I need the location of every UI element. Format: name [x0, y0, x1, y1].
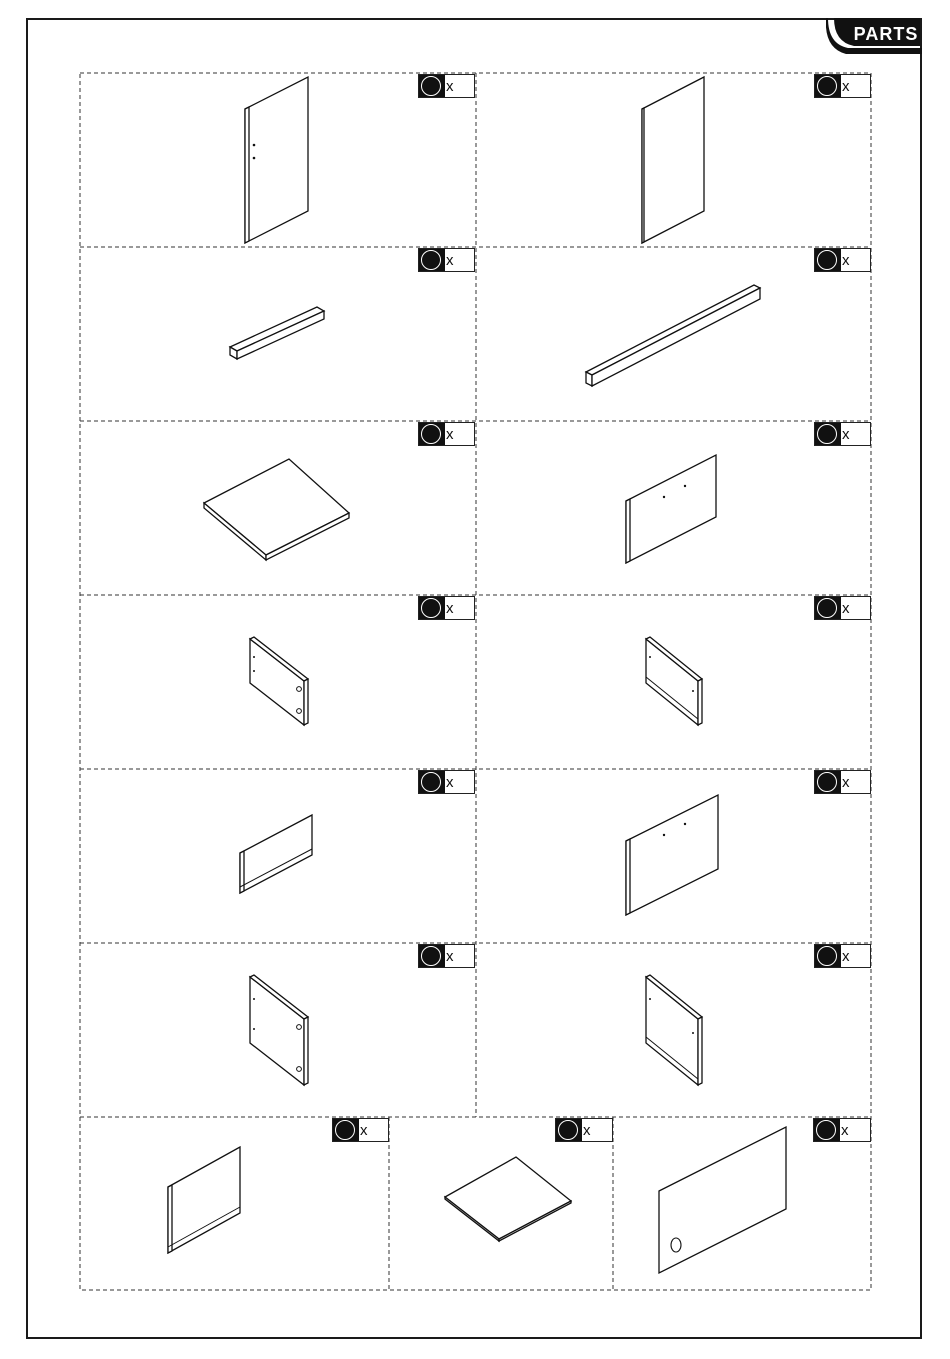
qty-badge	[814, 74, 871, 98]
drawer-side-holes-icon	[80, 943, 476, 1117]
part-number-marker	[556, 1119, 582, 1141]
part-cell-drawer-side-2	[476, 595, 871, 769]
qty-label: x	[446, 78, 454, 95]
part-cell-top-board	[80, 421, 476, 595]
part-cell-side-panel-2	[476, 73, 871, 247]
qty-badge	[813, 1118, 871, 1142]
qty-label: x	[446, 252, 454, 269]
part-cell-drawer-front-1	[476, 421, 871, 595]
part-number-marker	[419, 597, 445, 619]
part-cell-back-panel	[613, 1117, 871, 1290]
part-cell-drawer-bottom	[389, 1117, 613, 1290]
tall-panel-with-holes-icon	[80, 73, 476, 247]
part-cell-drawer-back-1	[80, 769, 476, 943]
part-cell-drawer-front-2	[476, 769, 871, 943]
part-number-marker	[419, 945, 445, 967]
qty-badge	[418, 74, 475, 98]
part-cell-drawer-side-4	[476, 943, 871, 1117]
qty-label: x	[446, 774, 454, 791]
part-number-marker	[815, 945, 841, 967]
flat-board-icon	[80, 421, 476, 595]
qty-badge	[418, 770, 475, 794]
short-rail-icon	[80, 247, 476, 421]
qty-badge	[814, 248, 871, 272]
qty-badge	[418, 596, 475, 620]
parts-title: PARTS	[853, 24, 919, 44]
long-rail-icon	[476, 247, 871, 421]
qty-label: x	[360, 1122, 368, 1139]
qty-badge	[555, 1118, 613, 1142]
part-number-marker	[815, 423, 841, 445]
drawer-side-grooved-icon	[476, 943, 871, 1117]
part-cell-short-rail	[80, 247, 476, 421]
part-number-marker	[815, 75, 841, 97]
qty-badge	[814, 944, 871, 968]
qty-label: x	[446, 426, 454, 443]
part-cell-drawer-side-3	[80, 943, 476, 1117]
qty-label: x	[583, 1122, 591, 1139]
drawer-front-large-icon	[476, 769, 871, 943]
qty-badge	[814, 422, 871, 446]
part-cell-drawer-side-1	[80, 595, 476, 769]
part-number-marker	[815, 771, 841, 793]
tall-panel-plain-icon	[476, 73, 871, 247]
drawer-front-icon	[476, 421, 871, 595]
qty-label: x	[842, 252, 850, 269]
qty-badge	[418, 422, 475, 446]
qty-label: x	[841, 1122, 849, 1139]
qty-label: x	[842, 774, 850, 791]
qty-label: x	[842, 600, 850, 617]
qty-badge	[418, 248, 475, 272]
qty-label: x	[842, 426, 850, 443]
part-cell-side-panel-1	[80, 73, 476, 247]
part-number-marker	[333, 1119, 359, 1141]
part-number-marker	[815, 249, 841, 271]
qty-badge	[814, 770, 871, 794]
part-cell-drawer-back-2	[80, 1117, 389, 1290]
part-number-marker	[419, 771, 445, 793]
part-cell-long-rail	[476, 247, 871, 421]
part-number-marker	[419, 423, 445, 445]
drawer-side-holes-icon	[80, 595, 476, 769]
back-panel-with-hole-icon	[613, 1117, 871, 1290]
drawer-back-large-icon	[80, 1117, 389, 1290]
part-number-marker	[419, 75, 445, 97]
thin-board-icon	[389, 1117, 613, 1290]
part-number-marker	[814, 1119, 840, 1141]
qty-label: x	[446, 948, 454, 965]
qty-badge	[418, 944, 475, 968]
part-number-marker	[815, 597, 841, 619]
qty-label: x	[446, 600, 454, 617]
qty-label: x	[842, 948, 850, 965]
qty-badge	[814, 596, 871, 620]
qty-badge	[332, 1118, 389, 1142]
qty-label: x	[842, 78, 850, 95]
drawer-side-grooved-icon	[476, 595, 871, 769]
drawer-back-icon	[80, 769, 476, 943]
part-number-marker	[419, 249, 445, 271]
